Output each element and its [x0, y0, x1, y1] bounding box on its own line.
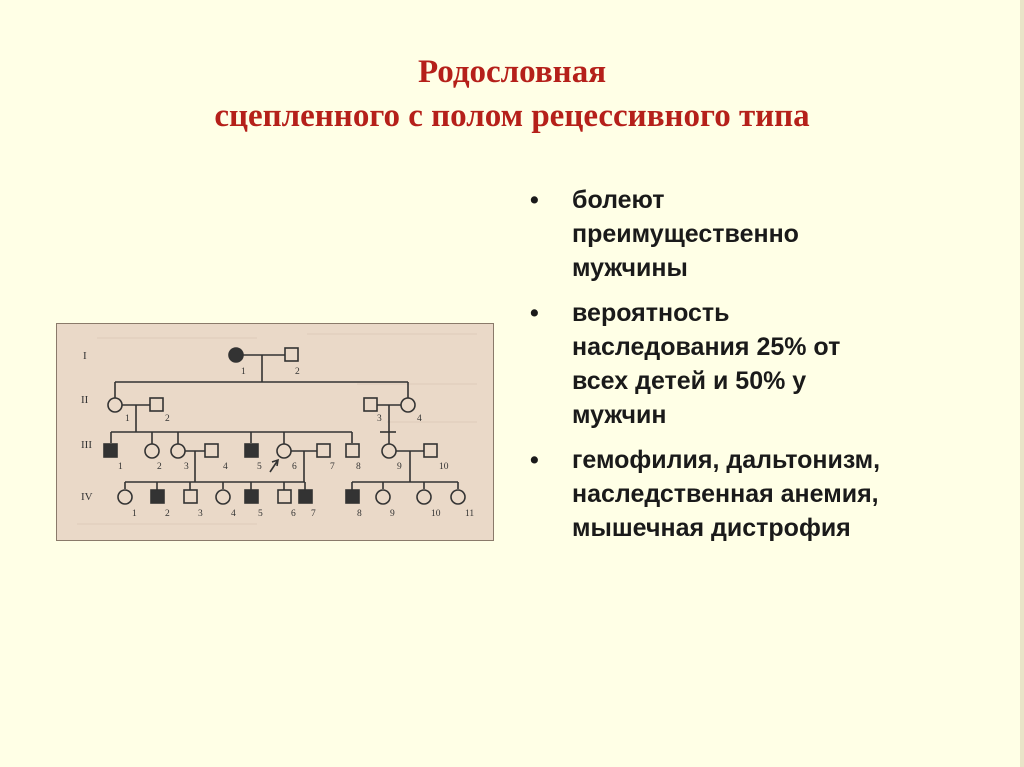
generation-label: IV — [81, 491, 93, 503]
bullet-text: гемофилия, дальтонизм, наследственная анемия, мышечная дистрофия — [572, 446, 881, 542]
bullet-item — [528, 443, 968, 545]
bullet-item — [528, 183, 968, 285]
bullet-text: вероятность наследования 25% от всех детей и 50% у мужчин — [572, 299, 841, 429]
bullet-list — [528, 183, 968, 556]
bullet-icon: • — [530, 446, 539, 474]
female-symbol — [277, 444, 291, 458]
individual-number: 3 — [198, 509, 203, 519]
female-symbol — [382, 444, 396, 458]
individual-number: 2 — [165, 509, 170, 519]
affected-male-symbol — [245, 490, 258, 503]
title-line-1: Родословная — [417, 54, 607, 90]
female-symbol — [417, 490, 431, 504]
generation-label: III — [81, 439, 92, 451]
individual-number: 1 — [132, 509, 137, 519]
individual-number: 9 — [390, 509, 395, 519]
individual-number: 2 — [295, 367, 300, 377]
slide-title — [0, 50, 1024, 138]
bullet-icon: • — [530, 299, 539, 327]
individual-number: 11 — [465, 509, 475, 519]
individual-number: 10 — [439, 462, 449, 472]
male-symbol — [285, 348, 298, 361]
individual-number: 6 — [291, 509, 296, 519]
affected-male-symbol — [151, 490, 164, 503]
pedigree-diagram — [56, 323, 494, 541]
female-symbol — [171, 444, 185, 458]
affected-male-symbol — [245, 444, 258, 457]
male-symbol — [364, 398, 377, 411]
female-symbol — [216, 490, 230, 504]
individual-number: 2 — [165, 414, 170, 424]
individual-number: 6 — [292, 462, 297, 472]
pedigree-symbols — [104, 348, 465, 504]
male-symbol — [150, 398, 163, 411]
male-symbol — [424, 444, 437, 457]
male-symbol — [184, 490, 197, 503]
bullet-item — [528, 296, 968, 432]
individual-number: 4 — [223, 462, 228, 472]
individual-number: 1 — [241, 367, 246, 377]
generation-labels — [81, 350, 93, 503]
affected-male-symbol — [299, 490, 312, 503]
male-symbol — [205, 444, 218, 457]
female-symbol — [145, 444, 159, 458]
male-symbol — [317, 444, 330, 457]
female-symbol — [401, 398, 415, 412]
female-symbol — [108, 398, 122, 412]
individual-number: 1 — [118, 462, 123, 472]
individual-number: 5 — [257, 462, 262, 472]
individual-number: 2 — [157, 462, 162, 472]
individual-number: 4 — [231, 509, 236, 519]
bullet-icon: • — [530, 186, 539, 214]
generation-label: II — [81, 394, 89, 406]
pedigree-svg — [57, 324, 493, 540]
individual-number: 8 — [357, 509, 362, 519]
female-symbol — [451, 490, 465, 504]
individual-number: 8 — [356, 462, 361, 472]
affected-male-symbol — [346, 490, 359, 503]
individual-number: 4 — [417, 414, 422, 424]
individual-number: 5 — [258, 509, 263, 519]
male-symbol — [278, 490, 291, 503]
bullet-text: болеют преимущественно мужчины — [572, 186, 799, 282]
affected-male-symbol — [104, 444, 117, 457]
individual-number: 7 — [311, 509, 316, 519]
affected-female-symbol — [229, 348, 243, 362]
female-symbol — [376, 490, 390, 504]
individual-number: 9 — [397, 462, 402, 472]
male-symbol — [346, 444, 359, 457]
individual-number: 7 — [330, 462, 335, 472]
title-line-2: сцепленного с полом рецессивного типа — [214, 98, 810, 134]
individual-number: 3 — [377, 414, 382, 424]
individual-number: 1 — [125, 414, 130, 424]
individual-number: 10 — [431, 509, 441, 519]
individual-number: 3 — [184, 462, 189, 472]
female-symbol — [118, 490, 132, 504]
generation-label: I — [83, 350, 87, 362]
